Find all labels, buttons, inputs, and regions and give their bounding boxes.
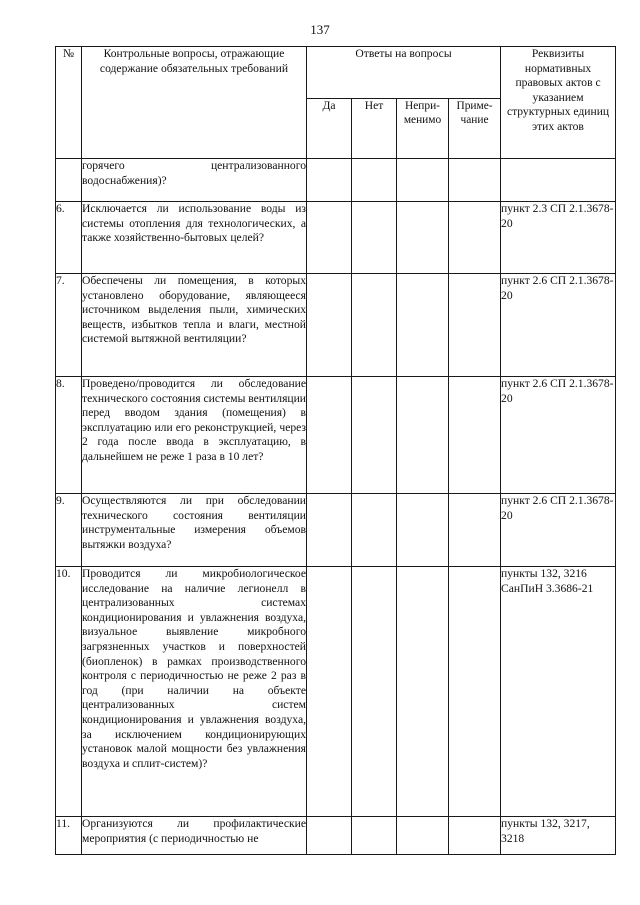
header-answer-note: Приме- чание [449, 99, 501, 159]
row-requisites: пункт 2.6 СП 2.1.3678-20 [501, 274, 616, 377]
answer-not-applicable-cell[interactable] [397, 494, 449, 567]
answer-not-applicable-cell[interactable] [397, 567, 449, 817]
row-requisites: пункт 2.6 СП 2.1.3678-20 [501, 494, 616, 567]
answer-note-cell[interactable] [449, 274, 501, 377]
answer-not-applicable-cell[interactable] [397, 159, 449, 202]
row-question: Осуществляются ли при обследовании технического состояния вентиляции инструментальные измерения объемов вытяжки воздуха? [82, 494, 307, 567]
table-row [56, 159, 616, 202]
row-question: Исключается ли использование воды из системы отопления для технологических, а также хозяйственно-бытовых целей? [82, 202, 307, 274]
row-requisites [501, 159, 616, 202]
checklist-table [55, 46, 616, 855]
answer-note-cell[interactable] [449, 567, 501, 817]
row-requisites: пункт 2.3 СП 2.1.3678-20 [501, 202, 616, 274]
answer-yes-cell[interactable] [307, 274, 352, 377]
answer-yes-cell[interactable] [307, 159, 352, 202]
header-number: № [56, 47, 82, 159]
row-number: 7. [56, 274, 82, 377]
row-number: 9. [56, 494, 82, 567]
answer-note-cell[interactable] [449, 817, 501, 855]
row-requisites: пункты 132, 3216 СанПиН 3.3686-21 [501, 567, 616, 817]
row-number: 11. [56, 817, 82, 855]
answer-yes-cell[interactable] [307, 567, 352, 817]
row-question: горячего централизованного водоснабжения)? [82, 159, 307, 202]
row-question: Проводится ли микробиологическое исследование на наличие легионелл в централизованных системах кондиционирования и увлажнения воздуха, визуальное выявление микробного загрязненных участков и поверхностей (биопленок) в рамках производственного контроля с периодичностью не реже 2 раз в год (при наличии на объекте централизованных систем кондиционирования и увлажнения воздуха, за исключением кондиционирующих установок малой мощности без увлажнения воздуха и сплит-систем)? [82, 567, 307, 817]
row-question: Проведено/проводится ли обследование технического состояния системы вентиляции перед вводом здания (помещения) в эксплуатацию или его реконструкцией, через 2 года после ввода в эксплуатацию, в дальнейшем не реже 1 раза в 10 лет? [82, 377, 307, 494]
table-row [56, 494, 616, 567]
header-requisites: Реквизиты нормативных правовых актов с указанием структурных единиц этих актов [501, 47, 616, 159]
table-row [56, 567, 616, 817]
row-number: 8. [56, 377, 82, 494]
table-row [56, 377, 616, 494]
answer-no-cell[interactable] [352, 494, 397, 567]
answer-not-applicable-cell[interactable] [397, 817, 449, 855]
answer-no-cell[interactable] [352, 567, 397, 817]
table-row [56, 817, 616, 855]
answer-note-cell[interactable] [449, 202, 501, 274]
answer-yes-cell[interactable] [307, 817, 352, 855]
answer-no-cell[interactable] [352, 377, 397, 494]
row-number [56, 159, 82, 202]
header-answers-group: Ответы на вопросы [307, 47, 501, 99]
answer-note-cell[interactable] [449, 377, 501, 494]
header-question: Контрольные вопросы, отражающие содержание обязательных требований [82, 47, 307, 159]
header-answer-no: Нет [352, 99, 397, 159]
page-number: 137 [310, 22, 330, 37]
answer-note-cell[interactable] [449, 159, 501, 202]
answer-note-cell[interactable] [449, 494, 501, 567]
row-number: 6. [56, 202, 82, 274]
answer-no-cell[interactable] [352, 817, 397, 855]
row-requisites: пункт 2.6 СП 2.1.3678-20 [501, 377, 616, 494]
answer-no-cell[interactable] [352, 202, 397, 274]
answer-not-applicable-cell[interactable] [397, 274, 449, 377]
header-answer-yes: Да [307, 99, 352, 159]
answer-not-applicable-cell[interactable] [397, 377, 449, 494]
table-row [56, 274, 616, 377]
header-answer-not-applicable: Непри- менимо [397, 99, 449, 159]
answer-no-cell[interactable] [352, 274, 397, 377]
row-question: Обеспечены ли помещения, в которых установлено оборудование, являющееся источником выделения пыли, химических веществ, избытков тепла и влаги, местной системой вытяжной вентиляции? [82, 274, 307, 377]
answer-yes-cell[interactable] [307, 494, 352, 567]
answer-not-applicable-cell[interactable] [397, 202, 449, 274]
table-row [56, 202, 616, 274]
row-question: Организуются ли профилактические мероприятия (с периодичностью не [82, 817, 307, 855]
answer-yes-cell[interactable] [307, 377, 352, 494]
row-requisites: пункты 132, 3217, 3218 [501, 817, 616, 855]
row-number: 10. [56, 567, 82, 817]
answer-no-cell[interactable] [352, 159, 397, 202]
answer-yes-cell[interactable] [307, 202, 352, 274]
